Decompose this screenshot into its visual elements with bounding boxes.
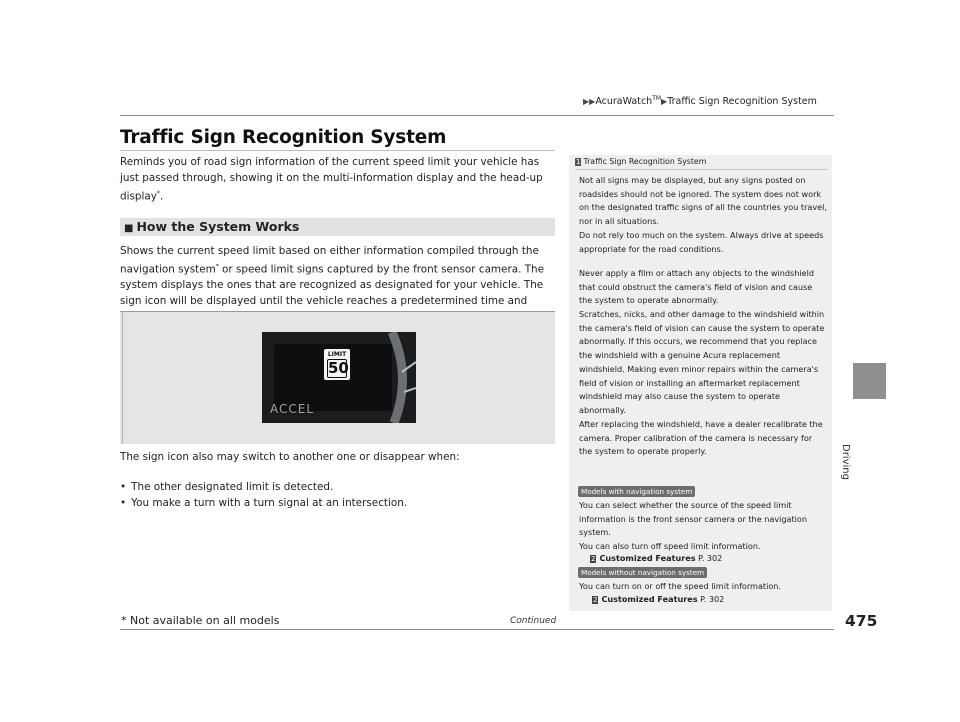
breadcrumb-item-acurawatch[interactable]: AcuraWatch [595, 96, 653, 108]
list-item-text: You make a turn with a turn signal at an intersection. [131, 497, 408, 509]
sidebar-nav-text-2: You can also turn off speed limit information. [579, 541, 761, 551]
section-heading [124, 219, 299, 234]
instrument-display-illustration [262, 332, 416, 423]
speed-limit-sign-icon [323, 348, 351, 381]
bullet-list [120, 479, 407, 511]
sidebar-title: Traffic Sign Recognition System [583, 157, 707, 166]
section-title: How the System Works [136, 219, 300, 234]
list-item [120, 479, 407, 495]
breadcrumb-arrow-icon: ▶▶ [583, 97, 596, 107]
sign-limit-value: 50 [328, 359, 349, 377]
trademark-mark: TM [652, 95, 662, 102]
note-icon: 1 [576, 158, 581, 166]
sidebar-paragraph-4: Scratches, nicks, and other damage to the windshield within the camera's field of vision can cause the system to operate abnormally. If this occurs, we recommend that you replace the windshield with a genuine Acura replacement windshield. Making even minor repairs within the camera's field of vision or installing an aftermarket replacement windshield may also cause the system to operate abnormally. [579, 309, 825, 415]
footnote-asterisk[interactable]: * [215, 263, 219, 270]
sidebar-title-rule [575, 169, 828, 170]
bullet-icon: • [120, 497, 127, 509]
models-without-navigation-tag: Models without navigation system [578, 567, 707, 578]
sidebar-paragraph-2: Do not rely too much on the system. Always drive at speeds appropriate for the road conditions. [579, 230, 824, 254]
cross-reference-link[interactable] [592, 594, 724, 604]
figure-left-rule [122, 311, 123, 444]
footer-rule [120, 629, 834, 630]
sidebar-nav-text: You can select whether the source of the speed limit information is the front sensor camera or the navigation system. [579, 500, 807, 538]
cross-reference-link[interactable] [590, 553, 722, 563]
xref-label[interactable]: Customized Features [601, 594, 698, 604]
title-rule [120, 150, 555, 151]
chapter-tab[interactable] [853, 363, 886, 399]
section-body-text-2: or speed limit signs captured by the front sensor camera. The system displays the ones that are recognized as designated for your vehicle. The sign icon will be displayed until the vehicle reaches a predetermined time and [120, 263, 545, 308]
intro-suffix: . [159, 190, 164, 203]
models-with-navigation-tag: Models with navigation system [578, 486, 695, 497]
footnote: * Not available on all models [121, 614, 280, 627]
chapter-label: Driving [840, 444, 851, 480]
sidebar-no-nav-text: You can turn on or off the speed limit information. [579, 581, 781, 591]
section-body-text-1: Shows the current speed limit based on either information compiled through the navigation system [120, 245, 539, 276]
breadcrumb-arrow-icon: ▶ [661, 97, 668, 107]
header-rule [120, 115, 834, 116]
figure-caption: The sign icon also may switch to another one or disappear when: [120, 451, 460, 463]
xref-page[interactable]: P. 302 [698, 553, 723, 563]
sidebar-paragraph-3: Never apply a film or attach any objects to the windshield that could obstruct the camera's field of vision and cause the system to operate abnormally. [579, 268, 814, 306]
list-item [120, 495, 407, 511]
sign-limit-label: LIMIT [327, 351, 347, 358]
bullet-icon: • [120, 481, 127, 493]
figure-rule [120, 311, 555, 312]
reference-arrow-icon: 2 [593, 596, 598, 604]
breadcrumb-item-current: Traffic Sign Recognition System [667, 96, 817, 108]
list-item-text: The other designated limit is detected. [131, 481, 334, 493]
square-bullet-icon: ■ [124, 223, 134, 234]
sidebar-paragraph-5: After replacing the windshield, have a dealer recalibrate the camera. Proper calibration of the camera is necessary for the system to operate properly. [579, 419, 823, 457]
breadcrumb [583, 95, 817, 107]
xref-page[interactable]: P. 302 [700, 594, 725, 604]
accel-mode-text: ACCEL [270, 402, 315, 416]
continued-label: Continued [510, 616, 557, 626]
footnote-asterisk[interactable]: * [156, 190, 160, 197]
intro-paragraph [120, 154, 556, 204]
reference-arrow-icon: 2 [591, 555, 596, 563]
intro-text: Reminds you of road sign information of the current speed limit your vehicle has just passed through, showing it on the multi-information display and the head-up display [120, 156, 543, 203]
sidebar-heading [575, 157, 706, 166]
page-number: 475 [845, 612, 878, 630]
page-title: Traffic Sign Recognition System [120, 127, 447, 148]
xref-label[interactable]: Customized Features [599, 553, 696, 563]
sidebar-paragraph-1: Not all signs may be displayed, but any signs posted on roadsides should not be ignored. The system does not work on the designated traffic signs of all the countries you travel, nor in all situations. [579, 175, 827, 227]
